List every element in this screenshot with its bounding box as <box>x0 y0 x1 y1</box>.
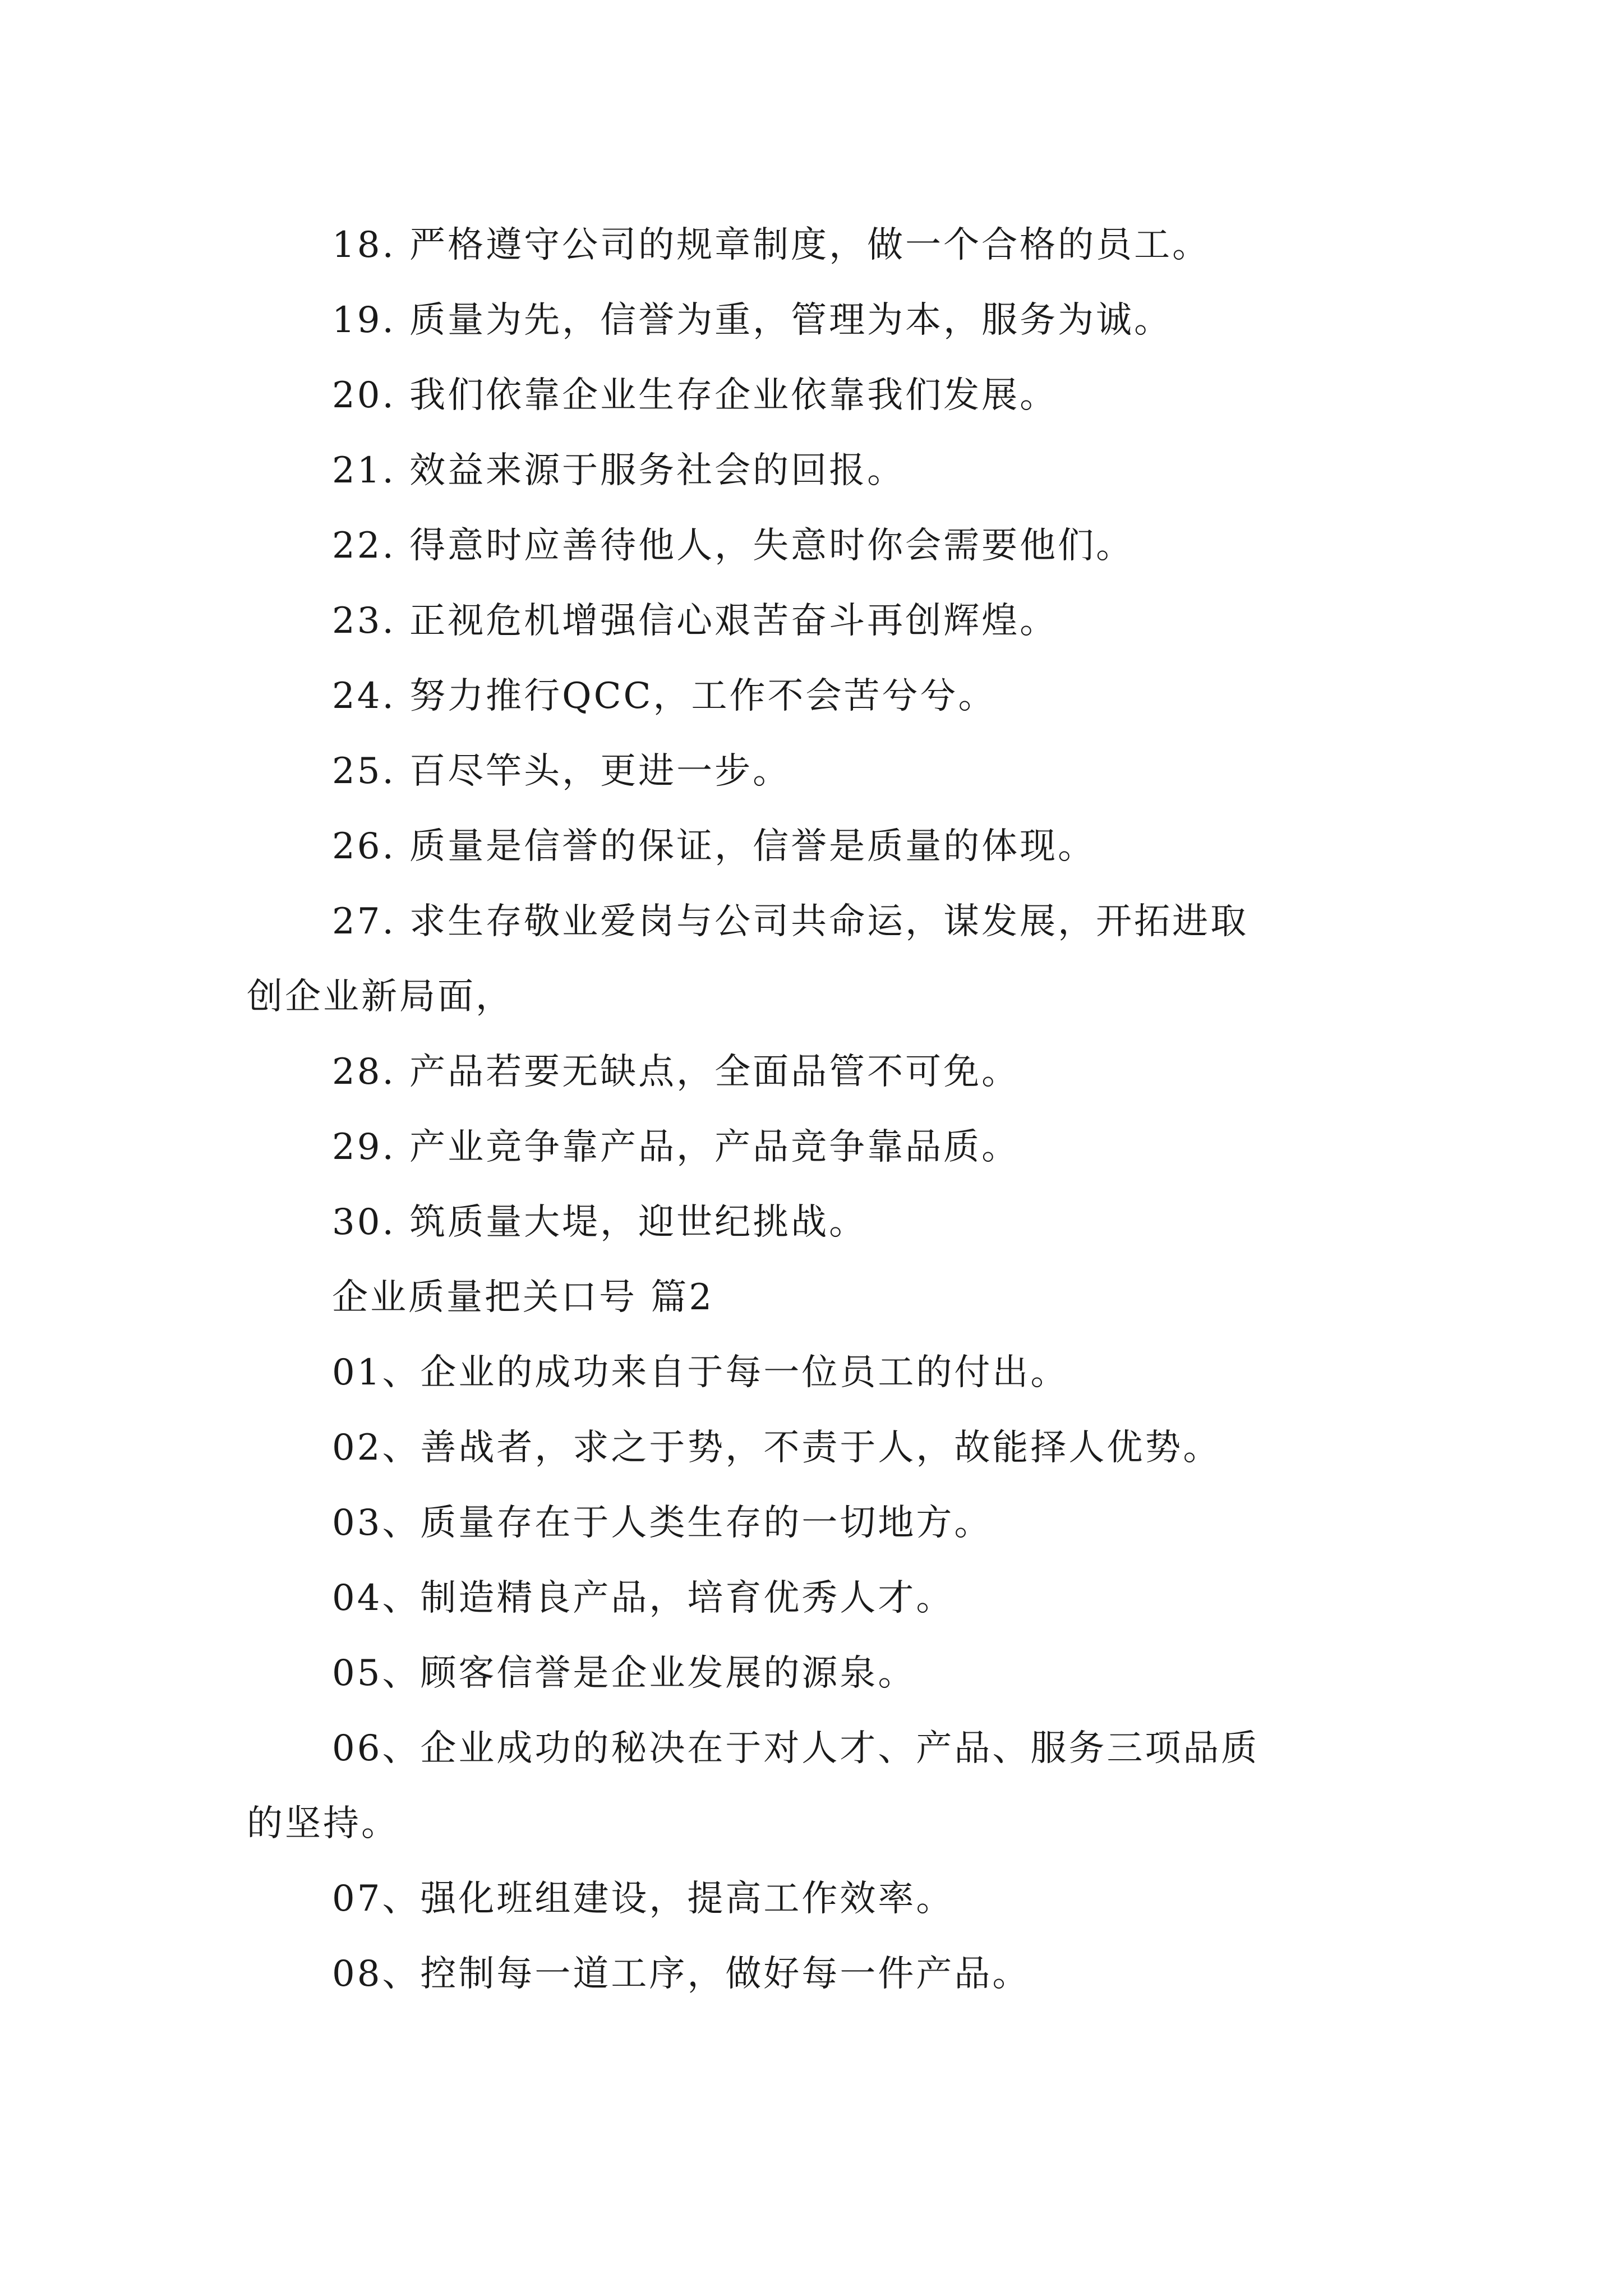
slogan-06-first-line: 06、企业成功的秘决在于对人才、产品、服务三项品质 <box>332 1728 1260 1769</box>
slogan-line-08: 08、控制每一道工序，做好每一件产品。 <box>332 1953 1031 1995</box>
slogan-paragraph-27 <box>247 884 1391 1034</box>
slogan-line-24: 24. 努力推行QCC，工作不会苦兮兮。 <box>332 675 997 717</box>
slogan-line-02: 02、善战者，求之于势，不责于人，故能择人优势。 <box>332 1427 1221 1469</box>
slogan-06-continuation: 的坚持。 <box>247 1803 399 1844</box>
slogan-line-07: 07、强化班组建设，提高工作效率。 <box>332 1878 955 1920</box>
slogan-line-23: 23. 正视危机增强信心艰苦奋斗再创辉煌。 <box>332 600 1058 642</box>
slogan-line-25: 25. 百尽竿头，更进一步。 <box>332 751 791 792</box>
slogan-line-03: 03、质量存在于人类生存的一切地方。 <box>332 1502 993 1544</box>
slogan-line-22: 22. 得意时应善待他人，失意时你会需要他们。 <box>332 525 1135 567</box>
document-body <box>247 208 1391 2012</box>
slogan-27-first-line: 27. 求生存敬业爱岗与公司共命运，谋发展，开拓进取 <box>332 901 1249 942</box>
slogan-line-21: 21. 效益来源于服务社会的回报。 <box>332 450 906 491</box>
slogan-paragraph-06 <box>247 1711 1391 1861</box>
slogan-line-26: 26. 质量是信誉的保证，信誉是质量的体现。 <box>332 826 1096 867</box>
slogan-27-continuation: 创企业新局面， <box>247 976 514 1018</box>
slogan-line-18: 18. 严格遵守公司的规章制度，做一个合格的员工。 <box>332 224 1211 266</box>
section-heading: 企业质量把关口号 篇2 <box>332 1277 714 1318</box>
slogan-line-20: 20. 我们依靠企业生存企业依靠我们发展。 <box>332 375 1058 416</box>
slogan-line-30: 30. 筑质量大堤，迎世纪挑战。 <box>332 1202 868 1243</box>
slogan-line-01: 01、企业的成功来自于每一位员工的付出。 <box>332 1352 1069 1393</box>
slogan-line-04: 04、制造精良产品，培育优秀人才。 <box>332 1577 955 1619</box>
slogan-line-05: 05、顾客信誉是企业发展的源泉。 <box>332 1653 916 1694</box>
slogan-line-29: 29. 产业竞争靠产品，产品竞争靠品质。 <box>332 1126 1020 1168</box>
slogan-line-28: 28. 产品若要无缺点，全面品管不可免。 <box>332 1051 1020 1093</box>
slogan-line-19: 19. 质量为先，信誉为重，管理为本，服务为诚。 <box>332 300 1173 341</box>
